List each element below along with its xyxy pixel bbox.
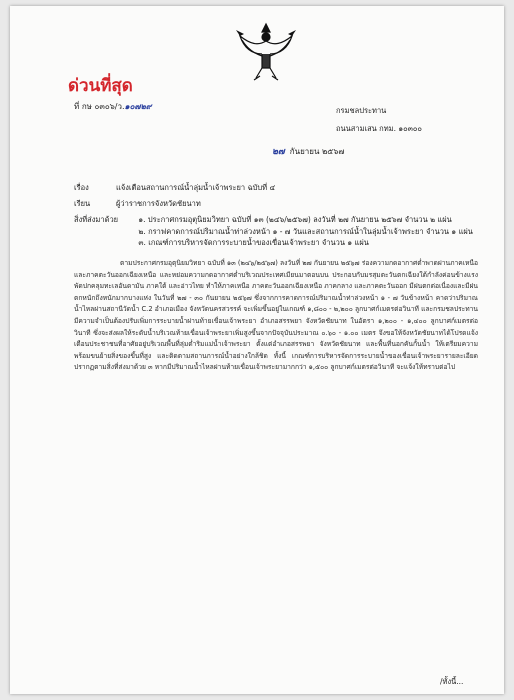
document-date [272,144,344,158]
enclosure-item: ๑. ประกาศกรมอุตุนิยมวิทยา ฉบับที่ ๑๓ (๒๔๖/๒๕๖๗) ลงวันที่ ๒๗ กันยายน ๒๕๖๗ จำนวน ๒ แผ่น [138,215,452,224]
subject-line [74,182,275,194]
document-number-handwritten: ๑๐๗๒๙ [124,102,152,111]
enclosures [74,214,473,249]
continuation-marker: /ทั้งนี้... [440,677,464,686]
date-month-year: กันยายน ๒๕๖๗ [289,147,345,156]
document-number-prefix: ที่ กษ ๐๓๐๖/ว. [74,102,125,111]
garuda-emblem [232,20,300,84]
department-name: กรมชลประทาน [336,106,387,115]
document-page [10,6,504,694]
recipient-line [74,198,201,210]
document-number [74,100,152,113]
department-street: ถนนสามเสน กทม. ๑๐๓๐๐ [336,124,422,133]
department-address [336,102,422,138]
subject-text: แจ้งเตือนสถานการณ์น้ำลุ่มน้ำเจ้าพระยา ฉบับที่ ๔ [116,183,276,192]
date-day-handwritten: ๒๗ [272,147,285,157]
enclosure-item: ๓. เกณฑ์การบริหารจัดการระบายน้ำของเขื่อนเจ้าพระยา จำนวน ๑ แผ่น [138,238,369,247]
enclosure-item: ๒. กราฟคาดการณ์ปริมาณน้ำท่าล่วงหน้า ๑ - ๗ วันและสถานการณ์น้ำในลุ่มน้ำเจ้าพระยา จำนวน ๑ แผ่น [138,226,473,236]
urgency-stamp: ด่วนที่สุด [68,76,133,96]
recipient-text: ผู้ว่าราชการจังหวัดชัยนาท [116,199,201,208]
recipient-label: เรียน [74,199,91,208]
subject-label: เรื่อง [74,183,89,192]
enclosures-label: สิ่งที่ส่งมาด้วย [74,215,119,224]
body-paragraph: ตามประกาศกรมอุตุนิยมวิทยา ฉบับที่ ๑๓ (๒๔๖/๒๕๖๗) ลงวันที่ ๒๗ กันยายน ๒๕๖๗ ร่องความกดอากาศต่ำพาดผ่านภาคเหนือและภาคตะวันออกเฉียงเหนือ และหย่อมความกดอากาศต่ำบริเวณประเทศเมียนมาตอนบน ประกอบกับมรสุมตะวันตกเฉียงใต้กำลังค่อนข้างแรงพัดปกคลุมทะเลอันดามัน ภาคใต้ และอ่าวไทย ทำให้ภาคเหนือ ภาคตะวันออกเฉียงเหนือ ภาคกลาง และภาคตะวันออก มีฝนตกต่อเนื่องและมีฝนตกหนักถึงหนักมากบางแห่ง ในวันที่ ๒๗ - ๓๐ กันยายน ๒๕๖๗ ซึ่งจากการคาดการณ์ปริมาณน้ำท่าล่วงหน้า ๑ - ๗ วันข้างหน้า คาดว่าปริมาณน้ำไหลผ่านสถานีวัดน้ำ C.2 อำเภอเมือง จังหวัดนครสวรรค์ จะเพิ่มขึ้นอยู่ในเกณฑ์ ๑,๘๐๐ - ๒,๒๐๐ ลูกบาศก์เมตรต่อวินาที และกรมชลประทานมีความจำเป็นต้องปรับเพิ่มการระบายน้ำผ่านท้ายเขื่อนเจ้าพระยา อำเภอสรรพยา จังหวัดชัยนาท ในอัตรา ๑,๒๐๐ - ๑,๔๐๐ ลูกบาศก์เมตรต่อวินาที ซึ่งจะส่งผลให้ระดับน้ำบริเวณท้ายเขื่อนเจ้าพระยาเพิ่มสูงขึ้นจากปัจจุบันประมาณ ๐.๖๐ - ๑.๐๐ เมตร จึงขอให้จังหวัดชัยนาทได้โปรดแจ้งเตือนประชาชนที่อาศัยอยู่บริเวณพื้นที่ลุ่มต่ำริมแม่น้ำเจ้าพระยา ตั้งแต่อำเภอสรรพยา จังหวัดชัยนาท และพื้นที่นอกคันกั้นน้ำ ให้เตรียมความพร้อมขนย้ายสิ่งของขึ้นที่สูง และติดตามสถานการณ์น้ำอย่างใกล้ชิด ทั้งนี้ เกณฑ์การบริหารจัดการระบายน้ำของเขื่อนเจ้าพระยารายละเอียดปรากฏตามสิ่งที่ส่งมาด้วย ๓ หากมีปริมาณน้ำไหลผ่านท้ายเขื่อนเจ้าพระยามากกว่า ๑,๕๐๐ ลูกบาศก์เมตรต่อวินาที จะแจ้งให้ทราบต่อไป [74,259,478,372]
enclosures-list [138,214,473,249]
